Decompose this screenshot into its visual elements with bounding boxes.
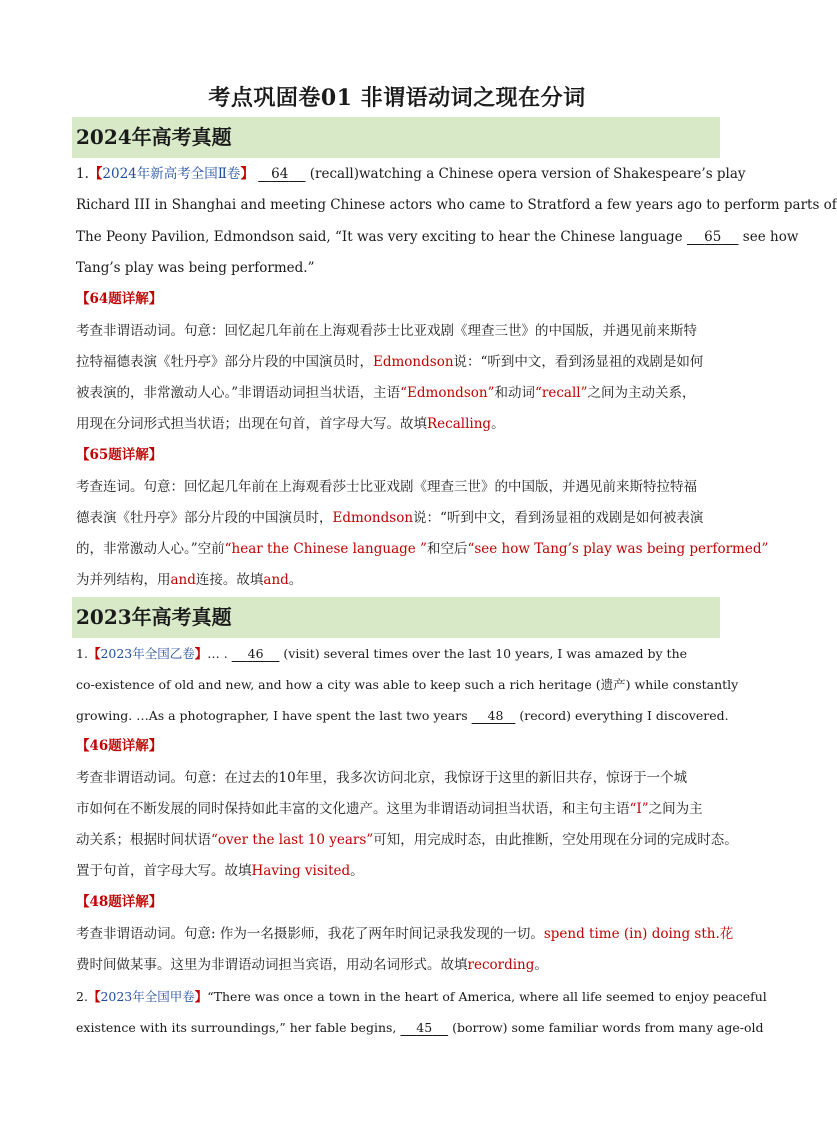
- question-source: 2023年全国乙卷: [100, 646, 195, 661]
- explanation-48-line-1: 考查非谓语动词。句意: 作为一名摄影师，我花了两年时间记录我发现的一切。spend time (in) doing sth.花: [76, 926, 734, 942]
- explanation-64-line-1: 考查非谓语动词。句意：回忆起几年前在上海观看莎士比亚戏剧《理查三世》的中国版，并遇见前来斯特: [76, 323, 697, 339]
- question-source: 2023年全国甲卷: [100, 989, 195, 1004]
- explanation-65-heading: 【65题详解】: [76, 447, 163, 463]
- q2024-line-2: Richard III in Shanghai and meeting Chinese actors who came to Stratford a few years ago to perform parts of: [76, 197, 837, 213]
- explanation-48-line-2: 费时间做某事。这里为非谓语动词担当宾语，用动名词形式。故填recording。: [76, 957, 548, 973]
- explanation-65-line-1: 考查连词。句意：回忆起几年前在上海观看莎士比亚戏剧《理查三世》的中国版，并遇见前来斯特拉特福: [76, 479, 697, 495]
- answer-64: Recalling: [427, 416, 492, 432]
- q2023a-line-2: co-existence of old and new, and how a city was able to keep such a rich heritage (遗产) while constantly: [76, 677, 739, 692]
- blank-65[interactable]: 65: [704, 229, 722, 245]
- explanation-64-line-3: 被表演的，非常激动人心。”非谓语动词担当状语，主语“Edmondson”和动词“recall”之间为主动关系，: [76, 385, 696, 401]
- explanation-46-line-3: 动关系；根据时间状语“over the last 10 years”可知，用完成时态，由此推断，空处用现在分词的完成时态。: [76, 832, 738, 848]
- answer-48: recording: [467, 957, 535, 973]
- blank-64[interactable]: 64: [271, 166, 289, 182]
- explanation-46-heading: 【46题详解】: [76, 738, 163, 754]
- q2024-line-1: 1.【2024年新高考全国Ⅱ卷】 64 (recall)watching a Chinese opera version of Shakespeare’s play: [76, 159, 722, 190]
- answer-65: and: [263, 572, 289, 588]
- page-title: 考点巩固卷01 非谓语动词之现在分词: [208, 85, 586, 111]
- blank-46[interactable]: 46: [247, 646, 264, 661]
- q2024-line-4: Tang’s play was being performed.”: [76, 260, 315, 276]
- q2023b-line-2: existence with its surroundings,” her fable begins, 45 (borrow) some familiar words from many age-old: [76, 1012, 722, 1043]
- explanation-65-line-3: 的，非常激动人心。”空前“hear the Chinese language ”和空后“see how Tang’s play was being performed”: [76, 541, 769, 557]
- blank-48[interactable]: 48: [487, 708, 504, 723]
- explanation-46-line-1: 考查非谓语动词。句意：在过去的10年里，我多次访问北京，我惊讶于这里的新旧共存，惊讶于一个城: [76, 770, 688, 786]
- blank-45[interactable]: 45: [416, 1020, 433, 1035]
- section-heading-2023: 2023年高考真题: [72, 597, 720, 638]
- question-source: 2024年新高考全国Ⅱ卷: [102, 166, 241, 182]
- explanation-65-line-4: 为并列结构，用and连接。故填and。: [76, 572, 303, 588]
- explanation-46-line-2: 市如何在不断发展的同时保持如此丰富的文化遗产。这里为非谓语动词担当状语，和主句主语“I”之间为主: [76, 801, 703, 817]
- answer-46: Having visited: [251, 863, 351, 879]
- section-heading-2024: 2024年高考真题: [72, 117, 720, 158]
- explanation-64-line-2: 拉特福德表演《牡丹亭》部分片段的中国演员时，Edmondson说：“听到中文，看到汤显祖的戏剧是如何: [76, 354, 704, 370]
- explanation-48-heading: 【48题详解】: [76, 894, 163, 910]
- q2023a-line-1: 1.【2023年全国乙卷】… . 46 (visit) several times over the last 10 years, I was amazed by the: [76, 638, 722, 669]
- explanation-46-line-4: 置于句首，首字母大写。故填Having visited。: [76, 863, 364, 879]
- explanation-64-line-4: 用现在分词形式担当状语；出现在句首，首字母大写。故填Recalling。: [76, 416, 505, 432]
- q2023b-line-1: 2.【2023年全国甲卷】“There was once a town in the heart of America, where all life seemed to enjoy peaceful: [76, 989, 767, 1004]
- q2023a-line-3: growing. …As a photographer, I have spent the last two years 48 (record) everything I discovered.: [76, 700, 722, 731]
- explanation-64-heading: 【64题详解】: [76, 291, 163, 307]
- explanation-65-line-2: 德表演《牡丹亭》部分片段的中国演员时，Edmondson说：“听到中文，看到汤显祖的戏剧是如何被表演: [76, 510, 704, 526]
- q2024-line-3: The Peony Pavilion, Edmondson said, “It was very exciting to hear the Chinese language 65 see how: [76, 222, 722, 253]
- question-number: 1.: [76, 166, 89, 182]
